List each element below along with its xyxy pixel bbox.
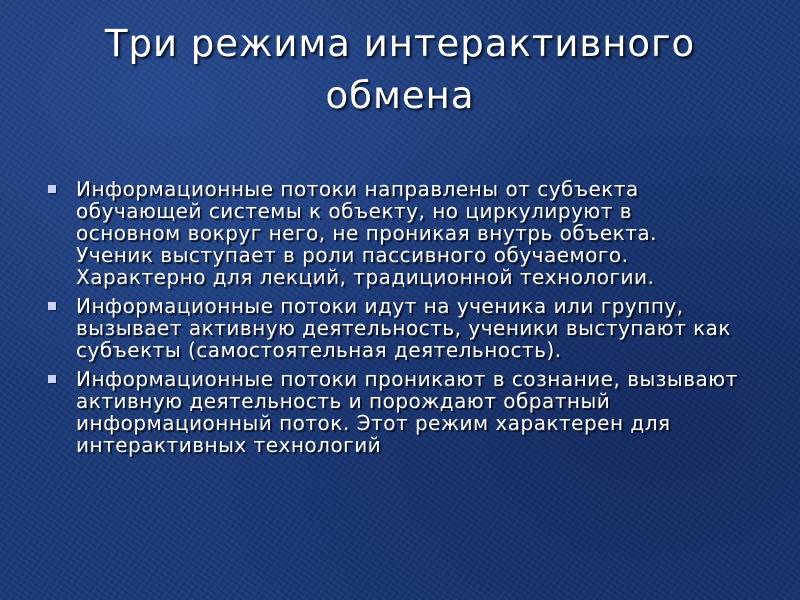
slide-title: Три режима интерактивного обмена bbox=[104, 22, 696, 117]
bullet-item bbox=[48, 178, 738, 288]
bullet-text: Информационные потоки направлены от субъекта обучающей системы к объекту, но циркулируют в основном вокруг него, не проникая внутрь объекта. Ученик выступает в роли пассивного обучаемого. Характерно для лекций, традиционной технологии. bbox=[76, 177, 658, 289]
bullet-item bbox=[48, 368, 738, 456]
square-bullet-icon bbox=[48, 302, 56, 310]
square-bullet-icon bbox=[48, 185, 56, 193]
bullet-item bbox=[48, 295, 738, 361]
square-bullet-icon bbox=[48, 375, 56, 383]
bullet-text: Информационные потоки проникают в сознание, вызывают активную деятельность и порождают обратный информационный поток. Этот режим характерен для интерактивных технологий bbox=[76, 367, 738, 457]
bullet-text: Информационные потоки идут на ученика или группу, вызывает активную деятельность, ученики выступают как субъекты (самостоятельная деятельность). bbox=[76, 294, 732, 362]
bullet-list bbox=[48, 178, 738, 463]
